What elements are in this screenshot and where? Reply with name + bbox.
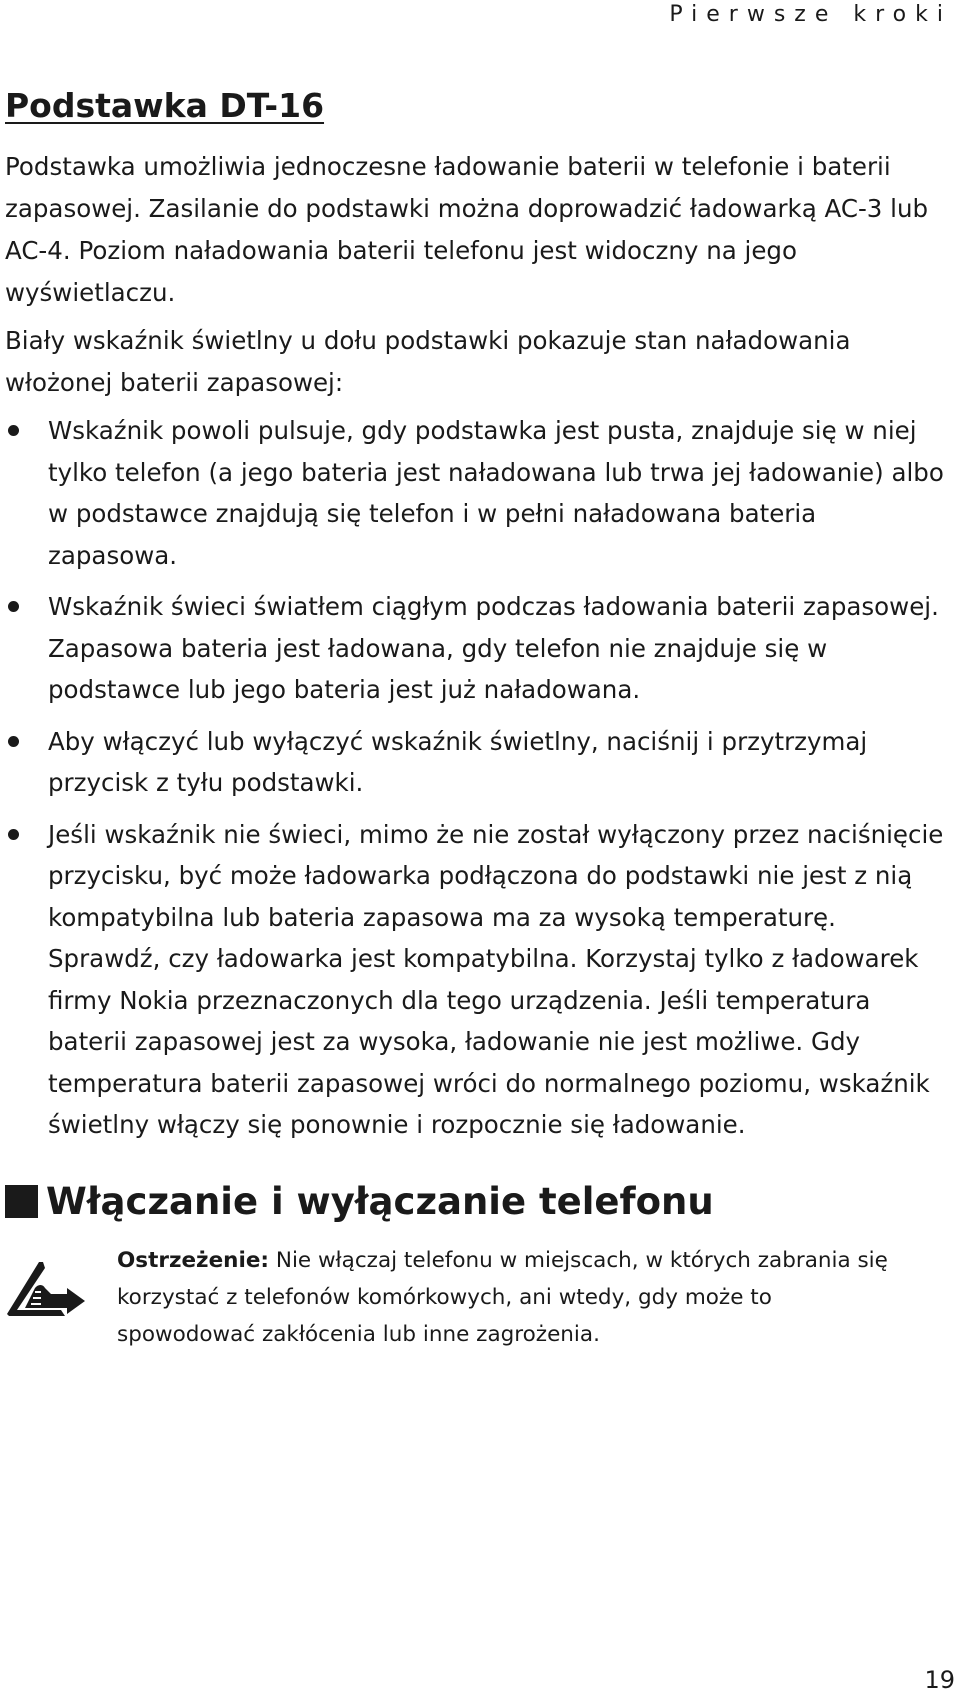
bullet-icon [8,425,19,436]
warning-hand-icon [5,1258,87,1318]
bullet-icon [8,736,19,747]
list-item-text: Wskaźnik powoli pulsuje, gdy podstawka jest pusta, znajduje się w niej tylko telefon (a jego bateria jest naładowana lub trwa jej ładowanie) albo w podstawce znajdują się telefon i w pełni naładowana bateria zapasowa. [48,416,944,570]
section-square-icon [5,1185,38,1218]
intro-paragraph: Podstawka umożliwia jednoczesne ładowanie baterii w telefonie i baterii zapasowej. Zasilanie do podstawki można doprowadzić ładowarką AC-3 lub AC-4. Poziom naładowania baterii telefonu jest widoczny na jego wyświetlaczu. [5,152,929,307]
list-item [5,410,950,576]
warning-block [5,1242,950,1353]
running-header: Pierwsze kroki [669,2,952,27]
indicator-intro-paragraph: Biały wskaźnik świetlny u dołu podstawki pokazuje stan naładowania włożonej baterii zapasowej: [5,326,851,397]
warning-text [117,1242,907,1353]
section-title-dt16: Podstawka DT-16 [5,86,325,125]
page-number: 19 [924,1666,955,1694]
list-item-text: Aby włączyć lub wyłączyć wskaźnik świetlny, naciśnij i przytrzymaj przycisk z tyłu podstawki. [48,726,868,797]
warning-label: Ostrzeżenie: [117,1247,270,1273]
bullet-icon [8,829,19,840]
section-heading-power [5,1172,950,1232]
list-item-text: Jeśli wskaźnik nie świeci, mimo że nie został wyłączony przez naciśnięcie przycisku, być może ładowarka podłączona do podstawki nie jest z nią kompatybilna lub bateria zapasowa ma za wysoką temperaturę. Sprawdź, czy ładowarka jest kompatybilna. Korzystaj tylko z ładowarek firmy Nokia przeznaczonych dla tego urządzenia. Jeśli temperatura baterii zapasowej jest za wysoka, ładowanie nie jest możliwe. Gdy temperatura baterii zapasowej wróci do normalnego poziomu, wskaźnik świetlny włączy się ponownie i rozpocznie się ładowanie. [48,819,944,1139]
warning-body: Nie włączaj telefonu w miejscach, w których zabrania się korzystać z telefonów komórkowych, ani wtedy, gdy może to spowodować zakłócenia lub inne zagrożenia. [117,1247,888,1347]
list-item-text: Wskaźnik świeci światłem ciągłym podczas ładowania baterii zapasowej. Zapasowa bateria jest ładowana, gdy telefon nie znajduje się w podstawce lub jego bateria jest już naładowana. [48,592,939,704]
list-item [5,814,950,1146]
list-item [5,586,950,711]
indicator-bullet-list [5,410,950,1146]
page-content [5,78,950,1353]
list-item [5,721,950,804]
section-title-power: Włączanie i wyłączanie telefonu [46,1179,714,1223]
bullet-icon [8,601,19,612]
